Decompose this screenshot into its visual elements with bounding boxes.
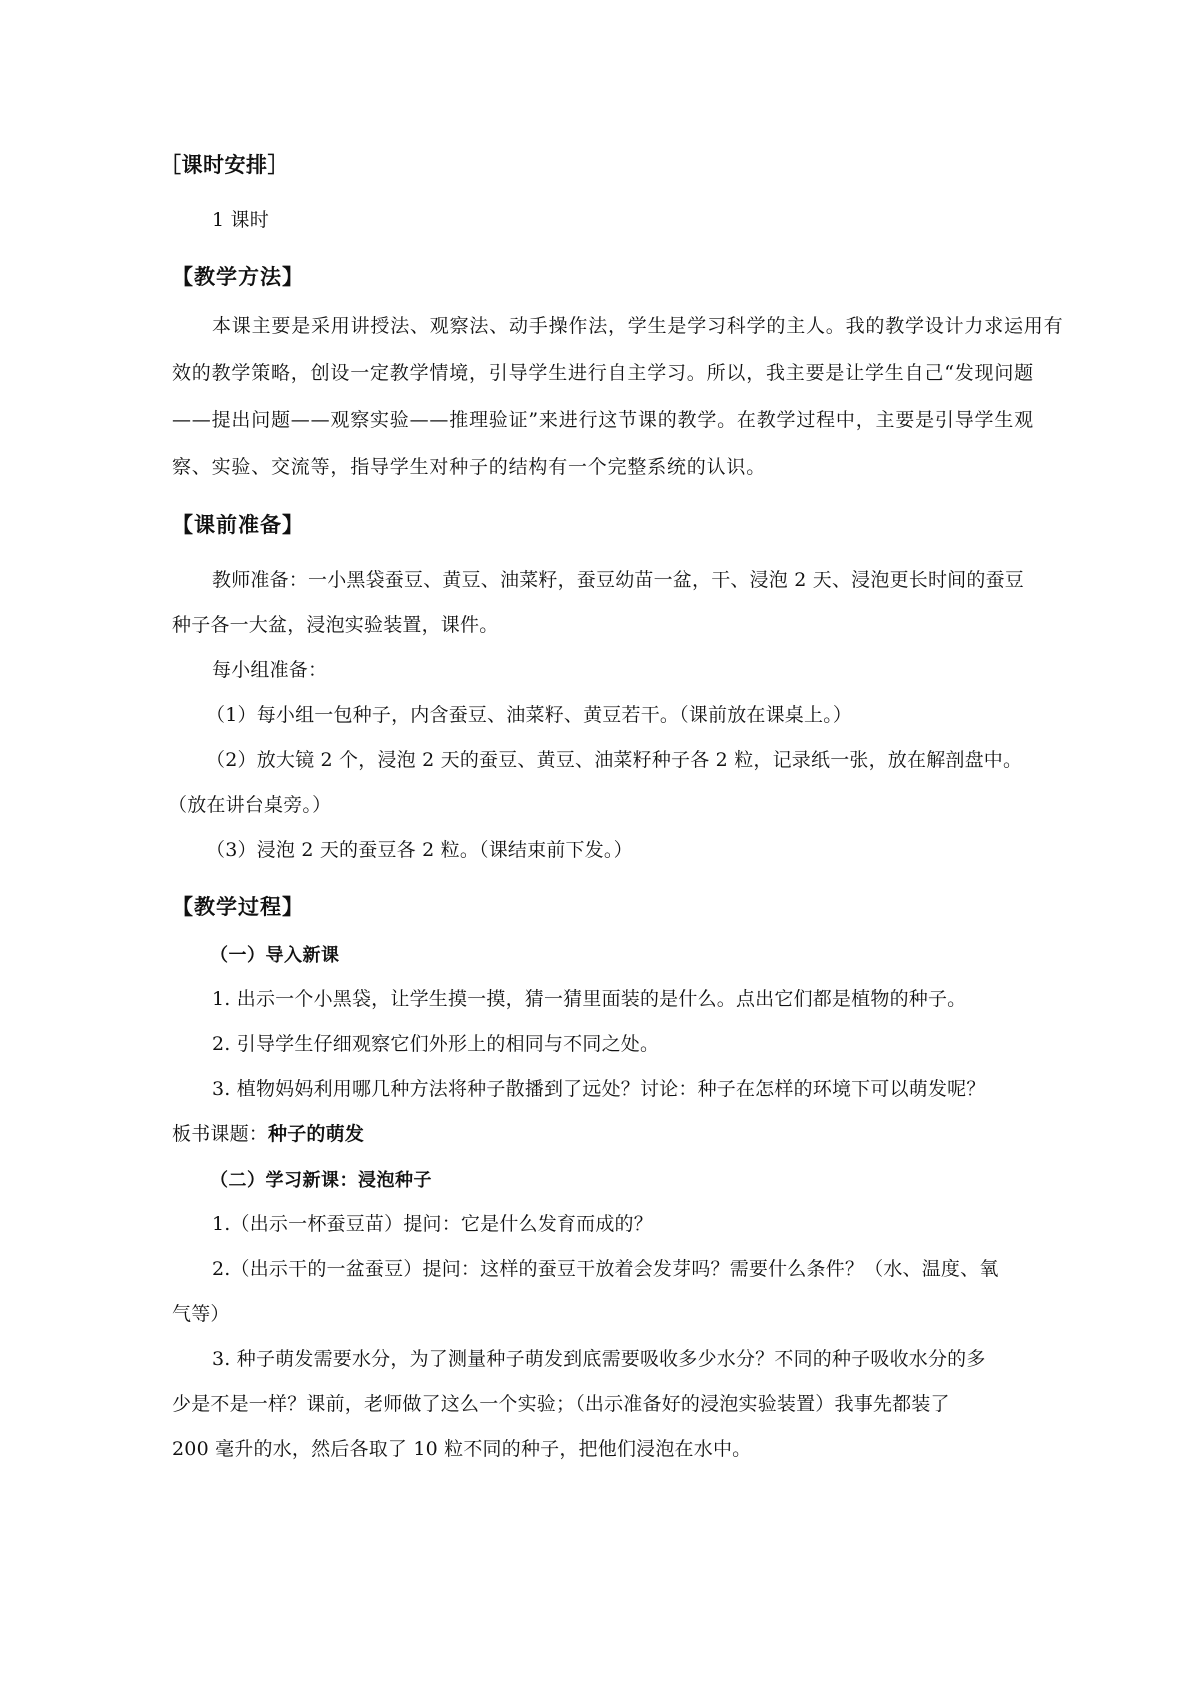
board-title-line: [172, 1119, 1191, 1146]
heading-teaching-method: 【教学方法】: [172, 264, 304, 289]
group-prep-item-3: （3）浸泡 2 天的蚕豆各 2 粒。（课结束前下发。）: [206, 839, 633, 861]
heading-preparation: 【课前准备】: [172, 512, 304, 537]
part1-item-2: 2. 引导学生仔细观察它们外形上的相同与不同之处。: [212, 1033, 660, 1055]
teaching-method-paragraph: 本课主要是采用讲授法、观察法、动手操作法，学生是学习科学的主人。我的教学设计力求运用有效的教学策略，创设一定教学情境，引导学生进行自主学习。所以，我主要是让学生自己“发现问题——提出问题——观察实验——推理验证”来进行这节课的教学。在教学过程中，主要是引导学生观察、实验、交流等，指导学生对种子的结构有一个完整系统的认识。: [172, 315, 1064, 478]
group-prep-item-2-line1: （2）放大镜 2 个，浸泡 2 天的蚕豆、黄豆、油菜籽种子各 2 粒，记录纸一张，放在解剖盘中。: [206, 749, 1023, 771]
heading-teaching-process: 【教学过程】: [172, 894, 304, 919]
group-prep-title: 每小组准备：: [212, 659, 328, 681]
group-prep-item-2-line2: （放在讲台桌旁。）: [168, 794, 332, 816]
part2-title: （二）学习新课：浸泡种子: [210, 1170, 432, 1191]
part2-item-2-line1: 2.（出示干的一盆蚕豆）提问：这样的蚕豆干放着会发芽吗？需要什么条件？（水、温度、氧: [212, 1258, 999, 1280]
part1-item-3: 3. 植物妈妈利用哪几种方法将种子散播到了远处？讨论：种子在怎样的环境下可以萌发呢？: [212, 1078, 986, 1100]
board-title-text: 种子的萌发: [268, 1123, 365, 1145]
part1-title: （一）导入新课: [210, 945, 340, 966]
teacher-prep-line2: 种子各一大盆，浸泡实验装置，课件。: [172, 614, 499, 636]
part2-item-2-line2: 气等）: [172, 1303, 230, 1325]
part1-item-1: 1. 出示一个小黑袋，让学生摸一摸，猜一猜里面装的是什么。点出它们都是植物的种子。: [212, 988, 967, 1010]
teacher-prep-line1: 教师准备：一小黑袋蚕豆、黄豆、油菜籽，蚕豆幼苗一盆，干、浸泡 2 天、浸泡更长时间的蚕豆: [212, 569, 1024, 591]
board-title-label: 板书课题：: [172, 1123, 269, 1145]
part2-item-1: 1.（出示一杯蚕豆苗）提问：它是什么发育而成的？: [212, 1213, 653, 1235]
part2-item-3-line3: 200 毫升的水，然后各取了 10 粒不同的种子，把他们浸泡在水中。: [172, 1438, 752, 1460]
heading-lesson-schedule: ［课时安排］: [160, 152, 289, 177]
part2-item-3-line2: 少是不是一样？课前，老师做了这么一个实验；（出示准备好的浸泡实验装置）我事先都装了: [172, 1393, 950, 1415]
group-prep-item-1: （1）每小组一包种子，内含蚕豆、油菜籽、黄豆若干。（课前放在课桌上。）: [206, 704, 853, 726]
part2-item-3-line1: 3. 种子萌发需要水分，为了测量种子萌发到底需要吸收多少水分？不同的种子吸收水分的多: [212, 1348, 986, 1370]
lesson-schedule-content: 1 课时: [212, 209, 269, 231]
